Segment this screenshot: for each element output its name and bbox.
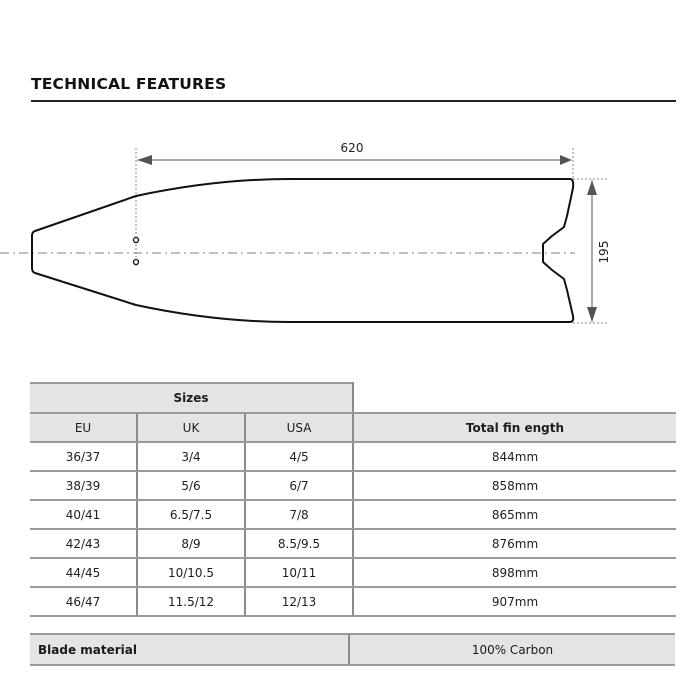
table-row <box>30 587 676 616</box>
cell-length: 876mm <box>353 529 676 558</box>
table-row <box>30 529 676 558</box>
cell-length: 858mm <box>353 471 676 500</box>
blank-header-cell <box>353 383 676 413</box>
length-label: 620 <box>340 141 364 155</box>
cell-length: 898mm <box>353 558 676 587</box>
blade-material-label: Blade material <box>30 635 350 664</box>
cell-uk: 8/9 <box>137 529 245 558</box>
table-row <box>30 471 676 500</box>
rivet-hole-bottom <box>134 260 139 265</box>
cell-eu: 40/41 <box>30 500 137 529</box>
cell-length: 844mm <box>353 442 676 471</box>
cell-usa: 8.5/9.5 <box>245 529 353 558</box>
column-header-eu: EU <box>30 413 137 442</box>
cell-eu: 44/45 <box>30 558 137 587</box>
sizes-group-header: Sizes <box>30 383 353 413</box>
column-header-length: Total fin ength <box>353 413 676 442</box>
title-underline <box>31 100 676 102</box>
blade-material-row <box>30 633 675 666</box>
cell-eu: 42/43 <box>30 529 137 558</box>
blade-material-value: 100% Carbon <box>471 642 554 657</box>
sizes-group-header-row <box>30 383 676 413</box>
cell-length: 907mm <box>353 587 676 616</box>
cell-uk: 11.5/12 <box>137 587 245 616</box>
cell-uk: 10/10.5 <box>137 558 245 587</box>
cell-uk: 3/4 <box>137 442 245 471</box>
cell-uk: 6.5/7.5 <box>137 500 245 529</box>
cell-usa: 4/5 <box>245 442 353 471</box>
table-row <box>30 500 676 529</box>
column-header-usa: USA <box>245 413 353 442</box>
cell-length: 865mm <box>353 500 676 529</box>
cell-usa: 12/13 <box>245 587 353 616</box>
cell-usa: 7/8 <box>245 500 353 529</box>
cell-usa: 6/7 <box>245 471 353 500</box>
section-title: TECHNICAL FEATURES <box>31 75 227 93</box>
table-row <box>30 442 676 471</box>
blade-outline <box>32 179 573 322</box>
cell-eu: 36/37 <box>30 442 137 471</box>
table-row <box>30 558 676 587</box>
cell-eu: 38/39 <box>30 471 137 500</box>
rivet-hole-top <box>134 238 139 243</box>
column-header-uk: UK <box>137 413 245 442</box>
cell-usa: 10/11 <box>245 558 353 587</box>
sizes-table <box>30 382 676 617</box>
column-header-row <box>30 413 676 442</box>
fin-blade-drawing <box>0 130 700 345</box>
width-label: 195 <box>597 240 611 264</box>
cell-eu: 46/47 <box>30 587 137 616</box>
cell-uk: 5/6 <box>137 471 245 500</box>
